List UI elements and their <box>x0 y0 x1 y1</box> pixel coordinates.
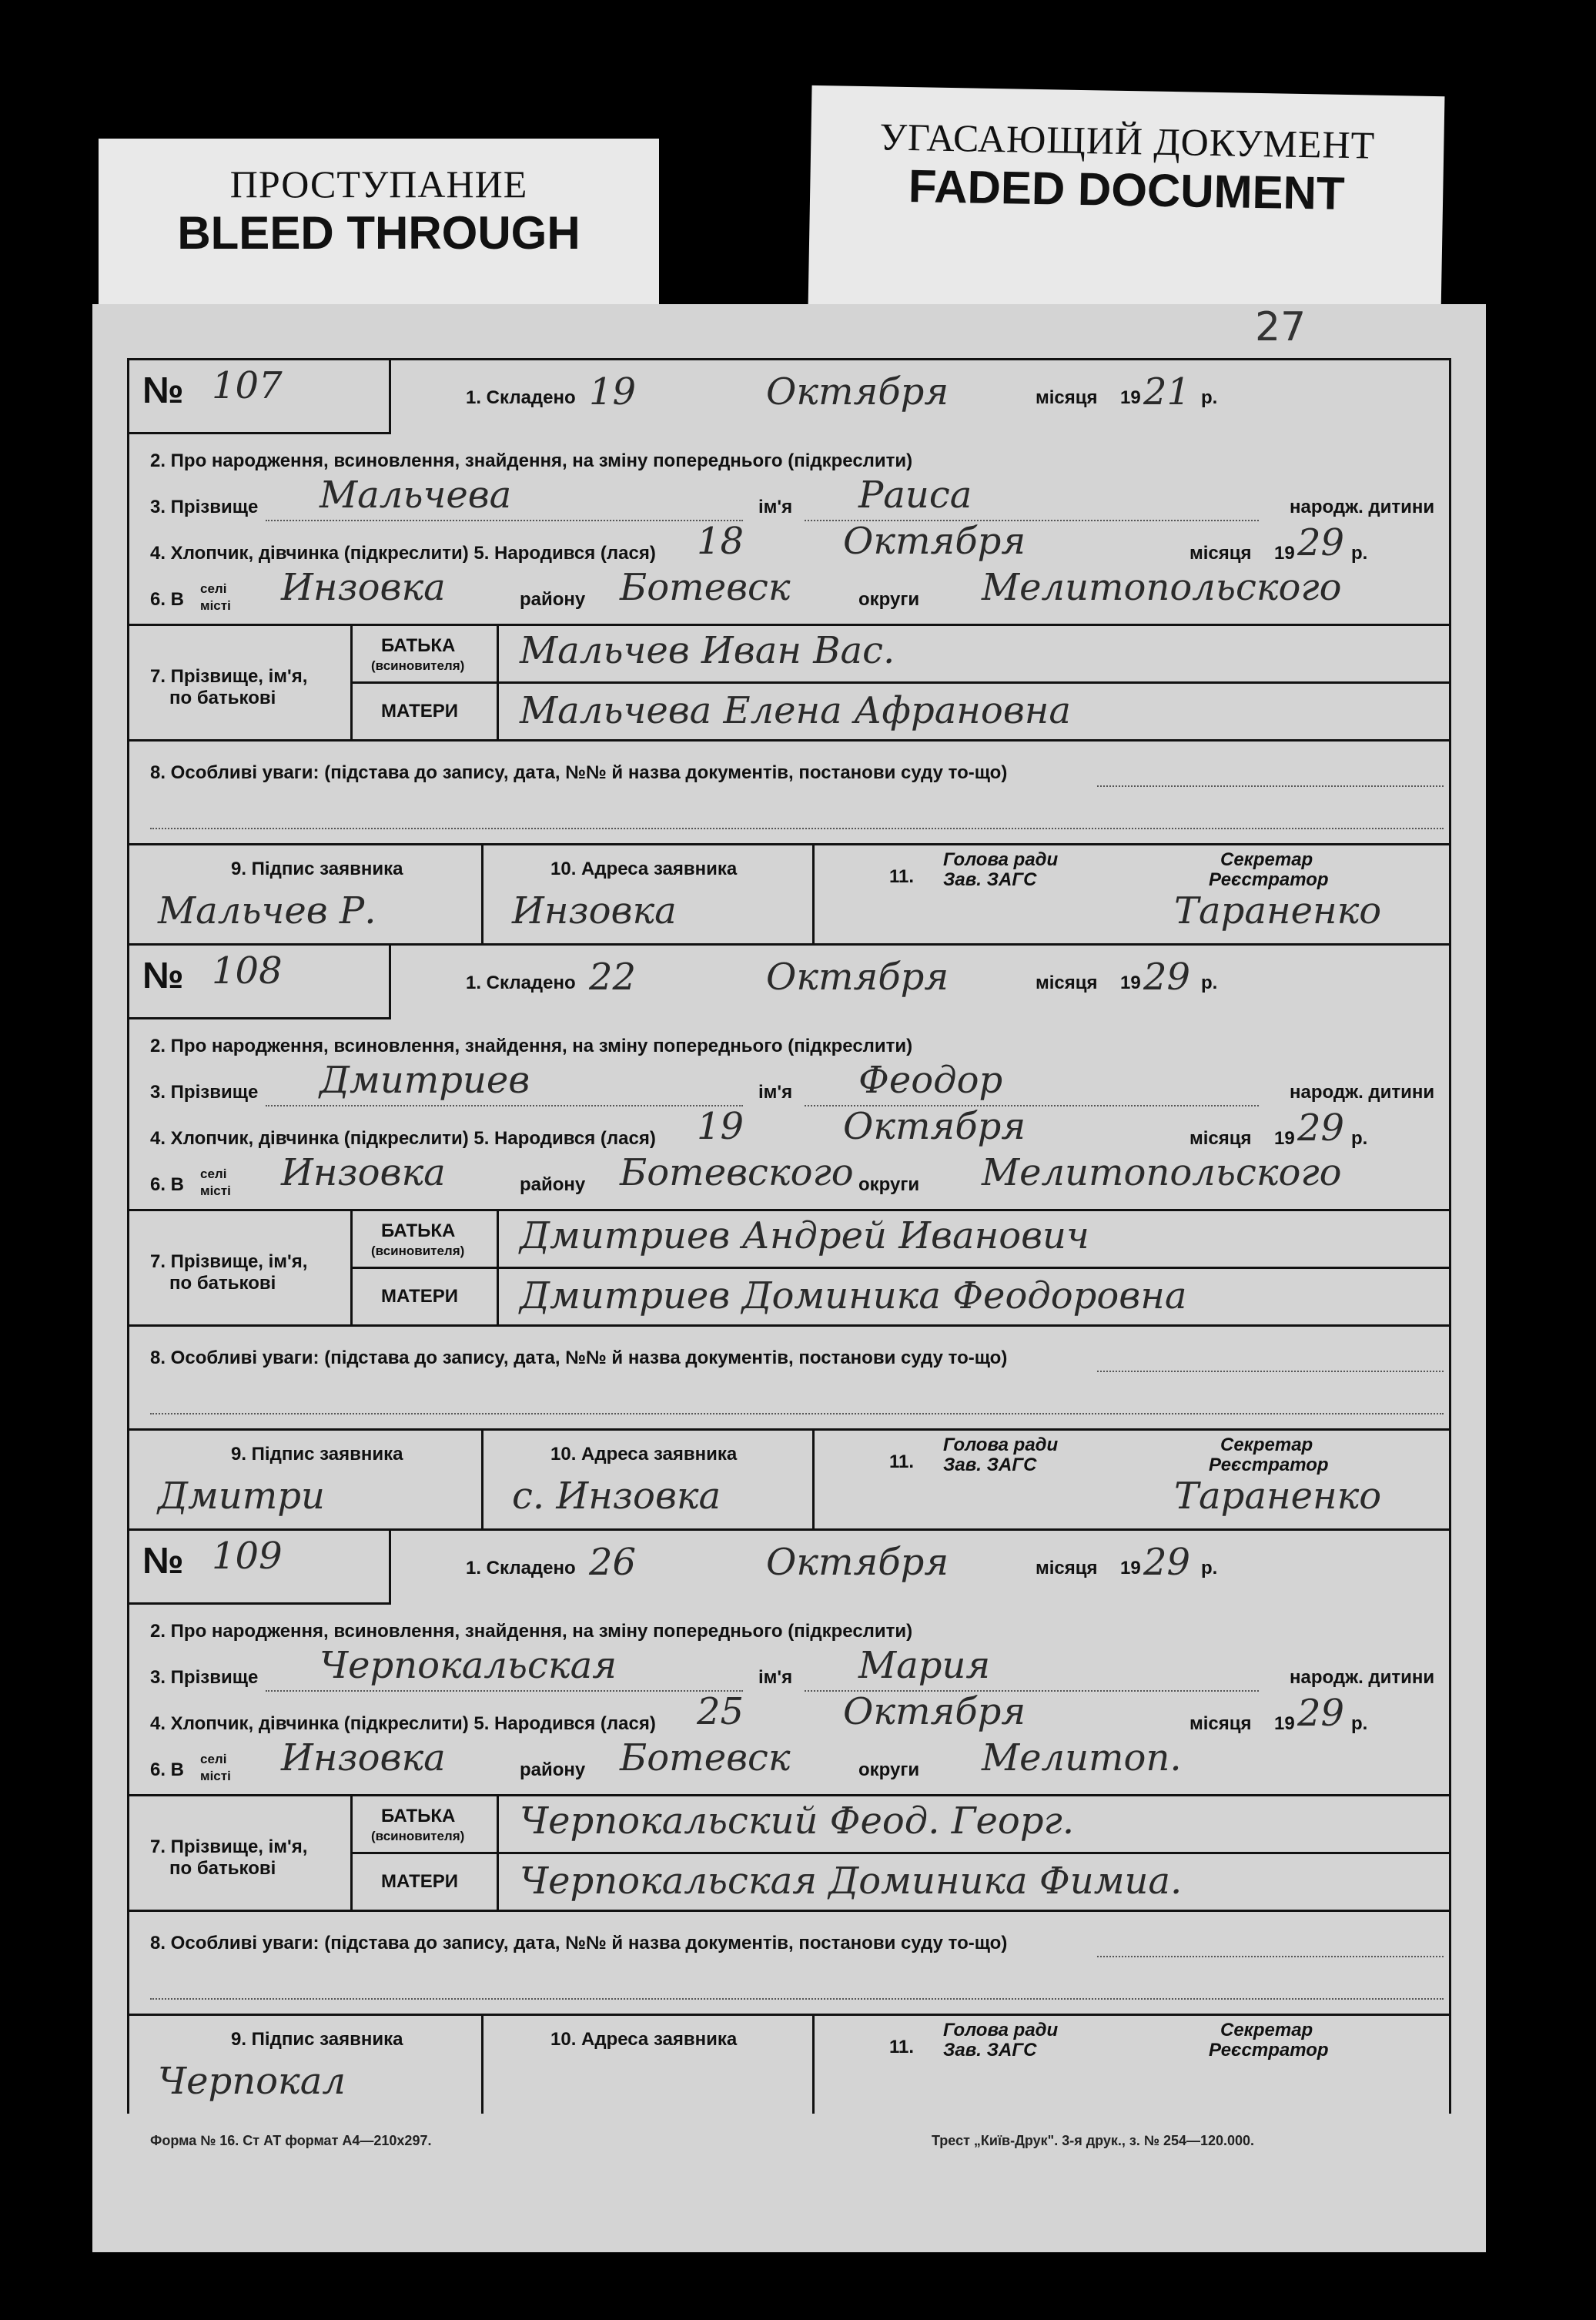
signature-label: 9. Підпис заявника <box>231 1444 403 1465</box>
register-page <box>92 304 1486 2252</box>
address-value: Инзовка <box>512 889 677 932</box>
okrug-label: округи <box>858 1759 920 1780</box>
village-label: селі <box>200 1167 227 1181</box>
born-month: Октября <box>843 1105 1026 1148</box>
born-child-label: народж. дитини <box>1290 497 1435 517</box>
sex-birth-label: 4. Хлопчик, дівчинка (підкреслити) 5. Народився (лася) <box>150 543 656 564</box>
composed-month: Октября <box>766 956 949 999</box>
village-value: Инзовка <box>281 566 446 609</box>
adoptive-label: (всиновителя) <box>371 1244 465 1258</box>
okrug-label: округи <box>858 589 920 610</box>
mother-value: Мальчева Елена Афрановна <box>520 689 1071 732</box>
form-footer-left: Форма № 16. Ст АТ формат А4—210х297. <box>150 2133 432 2148</box>
number-sign: № <box>142 956 184 996</box>
father-label: БАТЬКА <box>381 635 456 656</box>
village-label: селі <box>200 1752 227 1766</box>
year-suffix: р. <box>1201 1558 1218 1578</box>
father-label: БАТЬКА <box>381 1220 456 1241</box>
okrug-value: Мелитопольского <box>982 1151 1342 1194</box>
form-footer-right: Трест „Київ-Друк". 3-я друк., з. № 254—120.000. <box>932 2133 1255 2148</box>
bleed-through-ru: ПРОСТУПАНИЕ <box>229 162 528 206</box>
record-type-label: 2. Про народження, всиновлення, знайдення, на зміну попереднього (підкреслити) <box>150 450 913 471</box>
registrar-signature: Тараненко <box>1174 1475 1382 1518</box>
okrug-label: округи <box>858 1174 920 1195</box>
father-value: Черпокальский Феод. Георг. <box>520 1799 1075 1843</box>
born-day: 18 <box>697 520 744 563</box>
parents-label: 7. Прізвище, ім'я, <box>150 666 308 687</box>
item-11-label: 11. <box>889 2037 915 2057</box>
faded-document-tag <box>808 85 1445 320</box>
parents-label-2: по батькові <box>169 1273 276 1294</box>
record-number: 107 <box>212 364 283 407</box>
born-year-prefix: 19 <box>1274 1713 1295 1734</box>
surname-value: Мальчева <box>320 474 512 517</box>
born-year-prefix: 19 <box>1274 1128 1295 1149</box>
address-label: 10. Адреса заявника <box>550 2029 738 2050</box>
mother-value: Черпокальская Доминика Фимиа. <box>520 1860 1183 1903</box>
born-day: 25 <box>697 1690 744 1733</box>
place-label: 6. В <box>150 589 185 610</box>
registrar-signature: Тараненко <box>1174 889 1382 932</box>
born-year-prefix: 19 <box>1274 543 1295 564</box>
composed-label: 1. Складено <box>466 1558 576 1578</box>
secretary-label: Секретар <box>1220 849 1313 870</box>
born-child-label: народж. дитини <box>1290 1667 1435 1688</box>
adoptive-label: (всиновителя) <box>371 1829 465 1843</box>
parents-label: 7. Прізвище, ім'я, <box>150 1836 308 1857</box>
born-year: 29 <box>1297 1106 1345 1150</box>
notes-label: 8. Особливі уваги: (підстава до запису, дата, №№ й назва документів, постанови суду то-що) <box>150 1347 1008 1368</box>
surname-label: 3. Прізвище <box>150 1667 259 1688</box>
month-label: місяця <box>1036 1558 1098 1578</box>
head-label: Голова ради <box>943 849 1059 870</box>
born-month-label: місяця <box>1189 1713 1252 1734</box>
item-11-label: 11. <box>889 866 915 887</box>
place-label: 6. В <box>150 1174 185 1195</box>
record-number: 108 <box>212 949 283 993</box>
month-label: місяця <box>1036 973 1098 993</box>
head-label: Голова ради <box>943 1435 1059 1455</box>
record-number-box <box>127 358 391 434</box>
village-label: селі <box>200 581 227 596</box>
mother-label: МАТЕРИ <box>381 1286 459 1307</box>
composed-label: 1. Складено <box>466 387 576 408</box>
year-prefix: 19 <box>1120 1558 1141 1578</box>
number-sign: № <box>142 370 184 411</box>
born-year: 29 <box>1297 1692 1345 1735</box>
name-value: Раиса <box>858 474 972 517</box>
record-number: 109 <box>212 1535 283 1578</box>
district-value: Ботевского <box>620 1151 854 1194</box>
item-11-label: 11. <box>889 1451 915 1472</box>
district-value: Ботевск <box>620 1736 791 1779</box>
name-value: Феодор <box>858 1059 1003 1102</box>
zags-label: Зав. ЗАГС <box>943 869 1037 890</box>
year-prefix: 19 <box>1120 973 1141 993</box>
place-label: 6. В <box>150 1759 185 1780</box>
composed-year: 21 <box>1143 370 1191 413</box>
okrug-value: Мелитоп. <box>982 1736 1182 1779</box>
zags-label: Зав. ЗАГС <box>943 2040 1037 2061</box>
zags-label: Зав. ЗАГС <box>943 1455 1037 1475</box>
born-month: Октября <box>843 520 1026 563</box>
registrar-label: Реєстратор <box>1209 2040 1329 2061</box>
surname-label: 3. Прізвище <box>150 1082 259 1103</box>
city-label: місті <box>200 1183 231 1198</box>
address-value: с. Инзовка <box>512 1475 721 1518</box>
father-value: Мальчев Иван Вас. <box>520 629 895 672</box>
page-number: 27 <box>1255 304 1307 350</box>
city-label: місті <box>200 1769 231 1783</box>
notes-label: 8. Особливі уваги: (підстава до запису, дата, №№ й назва документів, постанови суду то-що) <box>150 1933 1008 1953</box>
surname-value: Дмитриев <box>320 1059 530 1102</box>
signature-label: 9. Підпис заявника <box>231 2029 403 2050</box>
head-label: Голова ради <box>943 2020 1059 2040</box>
composed-year: 29 <box>1143 956 1191 999</box>
composed-month: Октября <box>766 370 949 413</box>
adoptive-label: (всиновителя) <box>371 658 465 673</box>
name-value: Мария <box>858 1644 991 1687</box>
signature-value: Дмитри <box>158 1475 325 1518</box>
parents-label: 7. Прізвище, ім'я, <box>150 1251 308 1272</box>
signature-value: Черпокал <box>158 2060 346 2103</box>
year-suffix: р. <box>1201 973 1218 993</box>
signature-value: Мальчев Р. <box>158 889 376 932</box>
district-value: Ботевск <box>620 566 791 609</box>
born-year-suffix: р. <box>1351 543 1368 564</box>
sex-birth-label: 4. Хлопчик, дівчинка (підкреслити) 5. Народився (лася) <box>150 1128 656 1149</box>
composed-day: 26 <box>589 1541 637 1584</box>
parents-label-2: по батькові <box>169 1858 276 1879</box>
faded-document-ru: УГАСАЮЩИЙ ДОКУМЕНТ <box>879 115 1376 167</box>
city-label: місті <box>200 598 231 613</box>
surname-value: Черпокальская <box>320 1644 617 1687</box>
notes-label: 8. Особливі уваги: (підстава до запису, дата, №№ й назва документів, постанови суду то-що) <box>150 762 1008 783</box>
village-value: Инзовка <box>281 1151 446 1194</box>
district-label: району <box>520 1759 586 1780</box>
mother-label: МАТЕРИ <box>381 701 459 721</box>
born-year-suffix: р. <box>1351 1713 1368 1734</box>
okrug-value: Мелитопольского <box>982 566 1342 609</box>
district-label: району <box>520 589 586 610</box>
year-prefix: 19 <box>1120 387 1141 408</box>
composed-day: 19 <box>589 370 637 413</box>
record-type-label: 2. Про народження, всиновлення, знайдення, на зміну попереднього (підкреслити) <box>150 1621 913 1642</box>
born-month: Октября <box>843 1690 1026 1733</box>
signature-label: 9. Підпис заявника <box>231 859 403 879</box>
composed-year: 29 <box>1143 1541 1191 1584</box>
secretary-label: Секретар <box>1220 1435 1313 1455</box>
composed-label: 1. Складено <box>466 973 576 993</box>
mother-value: Дмитриев Доминика Феодоровна <box>520 1274 1187 1317</box>
record-number-box <box>127 943 391 1019</box>
faded-document-en: FADED DOCUMENT <box>908 160 1346 219</box>
name-label: ім'я <box>758 1082 793 1103</box>
address-label: 10. Адреса заявника <box>550 859 738 879</box>
born-year-suffix: р. <box>1351 1128 1368 1149</box>
sex-birth-label: 4. Хлопчик, дівчинка (підкреслити) 5. Народився (лася) <box>150 1713 656 1734</box>
bleed-through-en: BLEED THROUGH <box>177 207 581 259</box>
secretary-label: Секретар <box>1220 2020 1313 2040</box>
year-suffix: р. <box>1201 387 1218 408</box>
father-value: Дмитриев Андрей Иванович <box>520 1214 1089 1257</box>
district-label: району <box>520 1174 586 1195</box>
month-label: місяця <box>1036 387 1098 408</box>
village-value: Инзовка <box>281 1736 446 1779</box>
born-month-label: місяця <box>1189 543 1252 564</box>
composed-day: 22 <box>589 956 637 999</box>
born-day: 19 <box>697 1105 744 1148</box>
name-label: ім'я <box>758 1667 793 1688</box>
record-number-box <box>127 1528 391 1605</box>
born-child-label: народж. дитини <box>1290 1082 1435 1103</box>
mother-label: МАТЕРИ <box>381 1871 459 1892</box>
born-year: 29 <box>1297 521 1345 564</box>
number-sign: № <box>142 1541 184 1582</box>
born-month-label: місяця <box>1189 1128 1252 1149</box>
registrar-label: Реєстратор <box>1209 1455 1329 1475</box>
address-label: 10. Адреса заявника <box>550 1444 738 1465</box>
composed-month: Октября <box>766 1541 949 1584</box>
registrar-label: Реєстратор <box>1209 869 1329 890</box>
father-label: БАТЬКА <box>381 1806 456 1826</box>
bleed-through-tag <box>99 139 659 323</box>
parents-label-2: по батькові <box>169 688 276 708</box>
name-label: ім'я <box>758 497 793 517</box>
surname-label: 3. Прізвище <box>150 497 259 517</box>
record-type-label: 2. Про народження, всиновлення, знайдення, на зміну попереднього (підкреслити) <box>150 1036 913 1056</box>
